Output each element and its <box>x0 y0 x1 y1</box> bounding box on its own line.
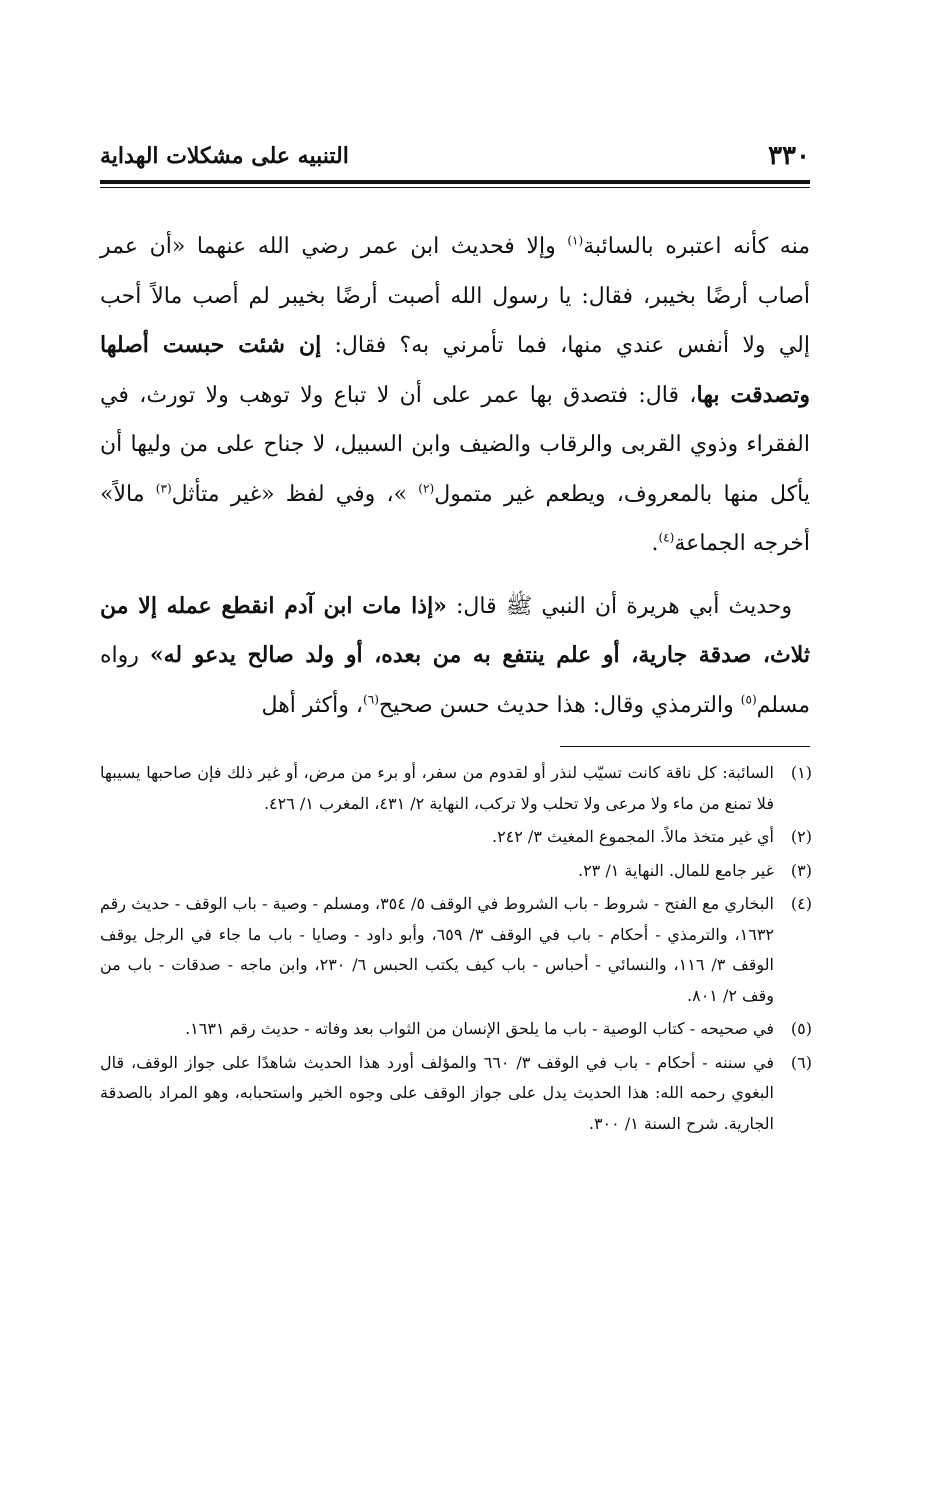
footnote-ref-6: (٦) <box>362 692 379 707</box>
paragraph-2 <box>100 582 810 731</box>
p1-bold-hadith: إن شئت حبست أصلها وتصدقت بها <box>100 332 810 408</box>
p1-text-6: . <box>651 531 659 556</box>
p2-bold-hadith: «إذا مات ابن آدم انقطع عمله إلا من ثلاث، صدقة جارية، أو علم ينتفع به من بعده، أو ولد صالح يدعو له» <box>100 592 810 668</box>
footnote-text: في صحيحه - كتاب الوصية - باب ما يلحق الإنسان من الثواب بعد وفاته - حديث رقم ١٦٣١. <box>185 1019 774 1038</box>
footnote-2 <box>100 822 812 853</box>
footnote-ref-4: (٤) <box>658 530 675 545</box>
footnote-text: أي غير متخذ مالاً. المجموع المغيث ٣/ ٢٤٢. <box>491 827 774 846</box>
main-text <box>100 222 810 730</box>
p1-text-4: »، وفي لفظ «غير متأثل <box>171 481 419 507</box>
footnote-ref-3: (٣) <box>155 481 172 496</box>
footnote-text: البخاري مع الفتح - شروط - باب الشروط في الوقف ٥/ ٣٥٤، ومسلم - وصية - باب الوقف - حديث رقم ١٦٣٢، والترمذي - أحكام - باب في الوقف ٣/ ٦٥٩، وأبو داود - وصايا - باب ما جاء في الرجل يوقف الوقف ٣/ ١١٦، والنسائي - أحباس - باب كيف يكتب الحبس ٦/ ٢٣٠، وابن ماجه - صدقات - باب من وقف ٢/ ٨٠١. <box>100 894 775 1005</box>
footnote-4 <box>100 889 812 1011</box>
page-header <box>100 138 810 174</box>
header-rule-thick <box>100 180 810 184</box>
header-rule-thin <box>100 187 810 188</box>
p1-text-5: مالاً» أخرجه الجماعة <box>100 481 810 556</box>
p2-text-1: وحديث أبي هريرة أن النبي ﷺ قال: <box>446 593 792 619</box>
footnote-ref-1: (١) <box>567 233 584 248</box>
footnote-5 <box>100 1014 812 1045</box>
running-title: التنبيه على مشكلات الهداية <box>100 143 349 169</box>
paragraph-1 <box>100 222 810 569</box>
footnote-1 <box>100 758 812 819</box>
footnote-number: (٦) <box>790 1052 812 1072</box>
footnote-text: السائبة: كل ناقة كانت تسيّب لنذر أو لقدوم من سفر، أو برء من مرض، أو غير ذلك فإن صاحبها يسيبها فلا تمنع من ماء ولا مرعى ولا تحلب ولا تركب، النهاية ٢/ ٤٣١، المغرب ١/ ٤٢٦. <box>100 763 774 813</box>
footnote-ref-5: (٥) <box>740 692 757 707</box>
p1-text-3: ، قال: فتصدق بها عمر على أن لا تباع ولا توهب ولا تورث، في الفقراء وذوي القربى والرقاب والضيف وابن السبيل، لا جناح على من وليها أن يأكل منها بالمعروف، ويطعم غير متمول <box>100 382 810 507</box>
footnote-number: (٣) <box>790 860 812 880</box>
p2-text-4: ، وأكثر أهل <box>261 692 363 718</box>
footnote-3 <box>100 856 812 887</box>
footnote-separator <box>560 746 810 747</box>
p1-text-1: منه كأنه اعتبره بالسائبة <box>583 234 810 259</box>
p2-text-3: والترمذي وقال: هذا حديث حسن صحيح <box>378 692 741 718</box>
footnote-number: (٢) <box>790 827 812 846</box>
footnote-number: (٥) <box>790 1019 812 1038</box>
footnote-text: في سننه - أحكام - باب في الوقف ٣/ ٦٦٠ والمؤلف أورد هذا الحديث شاهدًا على جواز الوقف، قال البغوي رحمه الله: هذا الحديث يدل على جواز الوقف على وجوه الخير واستحبابه، وهو المراد بالصدقة الجارية. شرح السنة ١/ ٣٠٠. <box>100 1052 775 1133</box>
footnote-6 <box>100 1048 812 1140</box>
p1-text-2: وإلا فحديث ابن عمر رضي الله عنهما «أن عمر أصاب أرضًا بخيبر، فقال: يا رسول الله أصبت أرضًا بخيبر لم أصب مالاً أحب إلي ولا أنفس عندي منها، فما تأمرني به؟ فقال: <box>100 234 810 358</box>
page-number: ٣٣٠ <box>768 141 810 171</box>
p2-text-2: رواه مسلم <box>100 643 810 718</box>
footnote-number: (١) <box>790 763 812 782</box>
footnote-ref-2: (٢) <box>418 481 435 496</box>
footnote-number: (٤) <box>790 894 812 913</box>
footnote-text: غير جامع للمال. النهاية ١/ ٢٣. <box>577 860 774 880</box>
footnotes <box>100 758 812 1142</box>
